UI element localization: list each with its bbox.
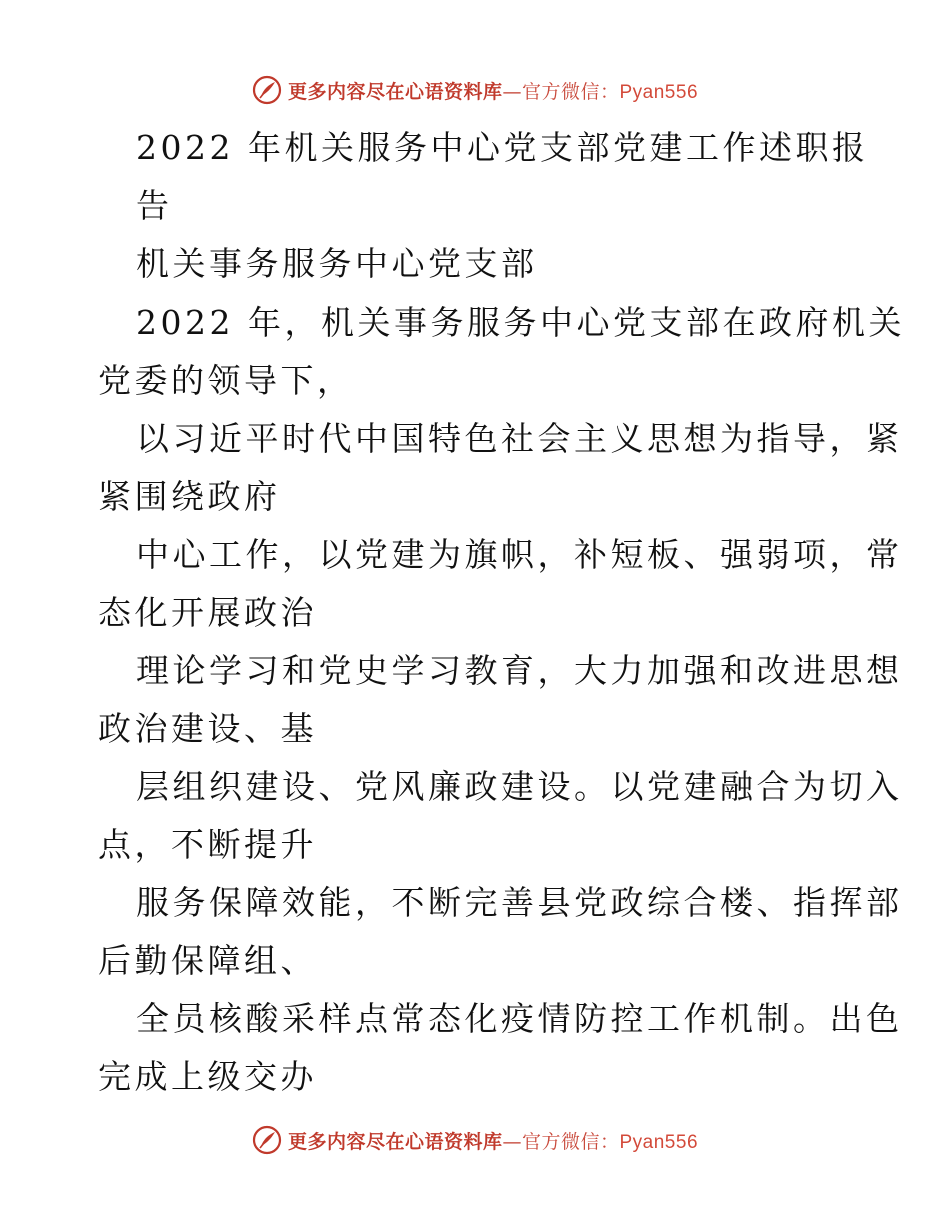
banner-lead: 更多内容尽在心语资料库	[287, 80, 503, 103]
paragraph-line: 政治建设、基	[98, 709, 317, 748]
paragraph-line: 党委的领导下，	[98, 361, 354, 400]
paragraph-line: 完成上级交办	[98, 1057, 317, 1096]
banner-wechat-id: Pyan556	[619, 81, 699, 103]
banner-lead: 更多内容尽在心语资料库	[287, 1130, 503, 1153]
banner-wechat-id: Pyan556	[619, 1131, 699, 1153]
paragraph-line: 2022 年，机关事务服务中心党支部在政府机关	[136, 303, 905, 342]
footer-banner	[0, 1120, 950, 1160]
document-author: 机关事务服务中心党支部	[136, 244, 538, 283]
banner-separator: —	[502, 1130, 522, 1153]
banner-wechat-label: 官方微信：	[521, 1130, 620, 1153]
paragraph-line: 全员核酸采样点常态化疫情防控工作机制。出色	[136, 999, 903, 1038]
banner-separator: —	[502, 80, 522, 103]
paragraph-line: 点，不断提升	[98, 825, 317, 864]
paragraph-line: 态化开展政治	[98, 593, 317, 632]
paragraph-line: 服务保障效能，不断完善县党政综合楼、指挥部	[136, 883, 903, 922]
banner-text	[288, 1127, 698, 1154]
paragraph-line: 层组织建设、党风廉政建设。以党建融合为切入	[136, 767, 903, 806]
paragraph-line: 中心工作，以党建为旗帜，补短板、强弱项，常	[136, 535, 903, 574]
paragraph-line: 紧围绕政府	[98, 477, 281, 516]
paragraph-line: 以习近平时代中国特色社会主义思想为指导，紧	[136, 419, 903, 458]
paragraph-line: 后勤保障组、	[98, 941, 317, 980]
document-title-line: 2022 年机关服务中心党支部党建工作述职报	[136, 128, 869, 167]
paragraph-line: 理论学习和党史学习教育，大力加强和改进思想	[136, 651, 903, 690]
banner-wechat-label: 官方微信：	[521, 80, 620, 103]
document-title-line: 告	[136, 186, 173, 225]
quill-logo-icon	[252, 1125, 282, 1155]
